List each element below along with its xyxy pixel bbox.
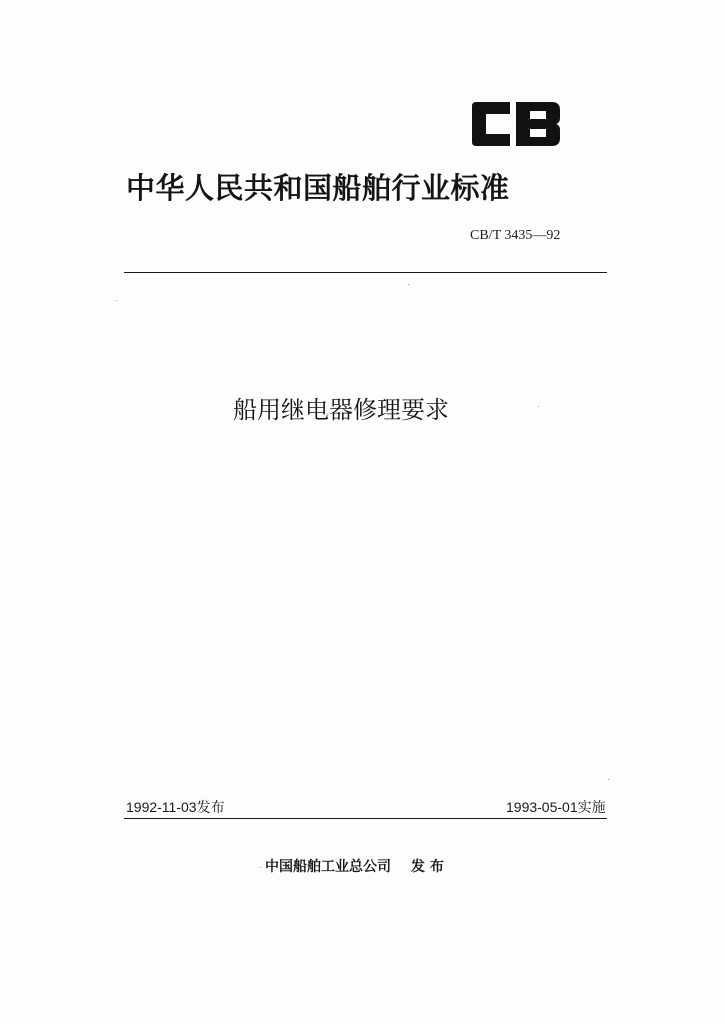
publish-label: 发 布 <box>411 859 444 875</box>
scan-speck <box>260 867 261 868</box>
top-divider <box>124 272 607 273</box>
issue-date: 1992-11-03发布 <box>126 799 225 815</box>
scan-speck <box>408 284 409 285</box>
cb-logo-graphic <box>470 100 562 148</box>
publisher-name: 中国船舶工业总公司 <box>265 859 391 875</box>
bottom-divider <box>124 818 607 819</box>
implementation-date: 1993-05-01实施 <box>506 799 606 815</box>
scan-speck <box>538 406 539 407</box>
publisher-line <box>265 856 444 876</box>
scan-speck <box>116 300 117 301</box>
cb-logo <box>470 100 562 148</box>
document-title: 船用继电器修理要求 <box>233 396 449 424</box>
scan-speck <box>608 779 609 780</box>
organization-title: 中华人民共和国船舶行业标准 <box>126 171 510 205</box>
standard-number: CB/T 3435—92 <box>470 228 561 243</box>
